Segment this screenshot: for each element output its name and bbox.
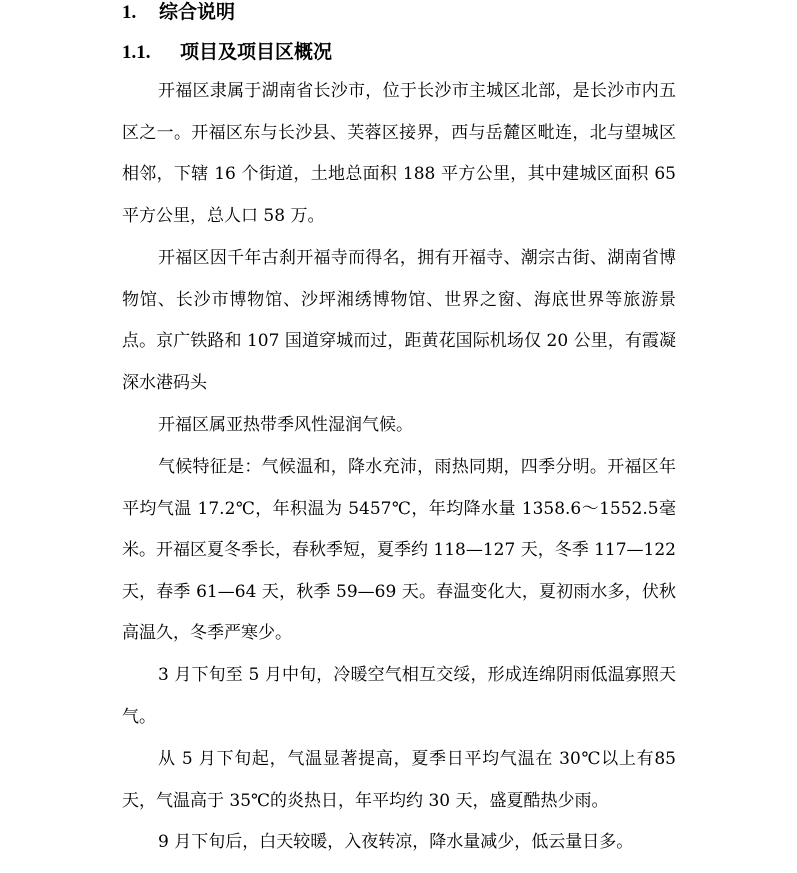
paragraph-spring-weather: 3 月下旬至 5 月中旬，冷暖空气相互交绥，形成连绵阴雨低温寡照天气。	[122, 665, 676, 727]
section-title: 综合说明	[159, 1, 236, 23]
subsection-title: 项目及项目区概况	[180, 41, 333, 63]
subsection-number: 1.1.	[122, 42, 151, 63]
paragraph-attractions: 开福区因千年古刹开福寺而得名，拥有开福寺、潮宗古街、湖南省博物馆、长沙市博物馆、沙坪湘绣博物馆、世界之窗、海底世界等旅游景点。京广铁路和 107 国道穿城而过，距黄花国际机场仅 20 公里，有霞凝深水港码头	[122, 248, 676, 393]
paragraph-location: 开福区隶属于湖南省长沙市，位于长沙市主城区北部，是长沙市内五区之一。开福区东与长沙县、芙蓉区接界，西与岳麓区毗连，北与望城区相邻，下辖 16 个街道，土地总面积 188 平方公里，其中建城区面积 65 平方公里，总人口 58 万。	[122, 81, 676, 226]
paragraph-autumn-weather: 9 月下旬后，白天较暖，入夜转凉，降水量减少，低云量日多。	[158, 832, 634, 852]
subsection-heading	[122, 40, 332, 65]
section-number: 1.	[122, 2, 137, 23]
paragraph-summer-weather: 从 5 月下旬起，气温显著提高，夏季日平均气温在 30℃以上有85 天，气温高于 35℃的炎热日，年平均约 30 天，盛夏酷热少雨。	[122, 749, 676, 811]
paragraph-climate-type: 开福区属亚热带季风性湿润气候。	[158, 415, 413, 435]
section-heading	[122, 0, 235, 25]
paragraph-climate-features: 气候特征是：气候温和，降水充沛，雨热同期，四季分明。开福区年平均气温 17.2℃，年积温为 5457℃，年均降水量 1358.6～1552.5毫米。开福区夏冬季长，春秋季短，夏季约 118—127 天，冬季 117—122天，春季 61—64 天，秋季 59—69 天。春温变化大，夏初雨水多，伏秋高温久，冬季严寒少。	[122, 457, 677, 643]
